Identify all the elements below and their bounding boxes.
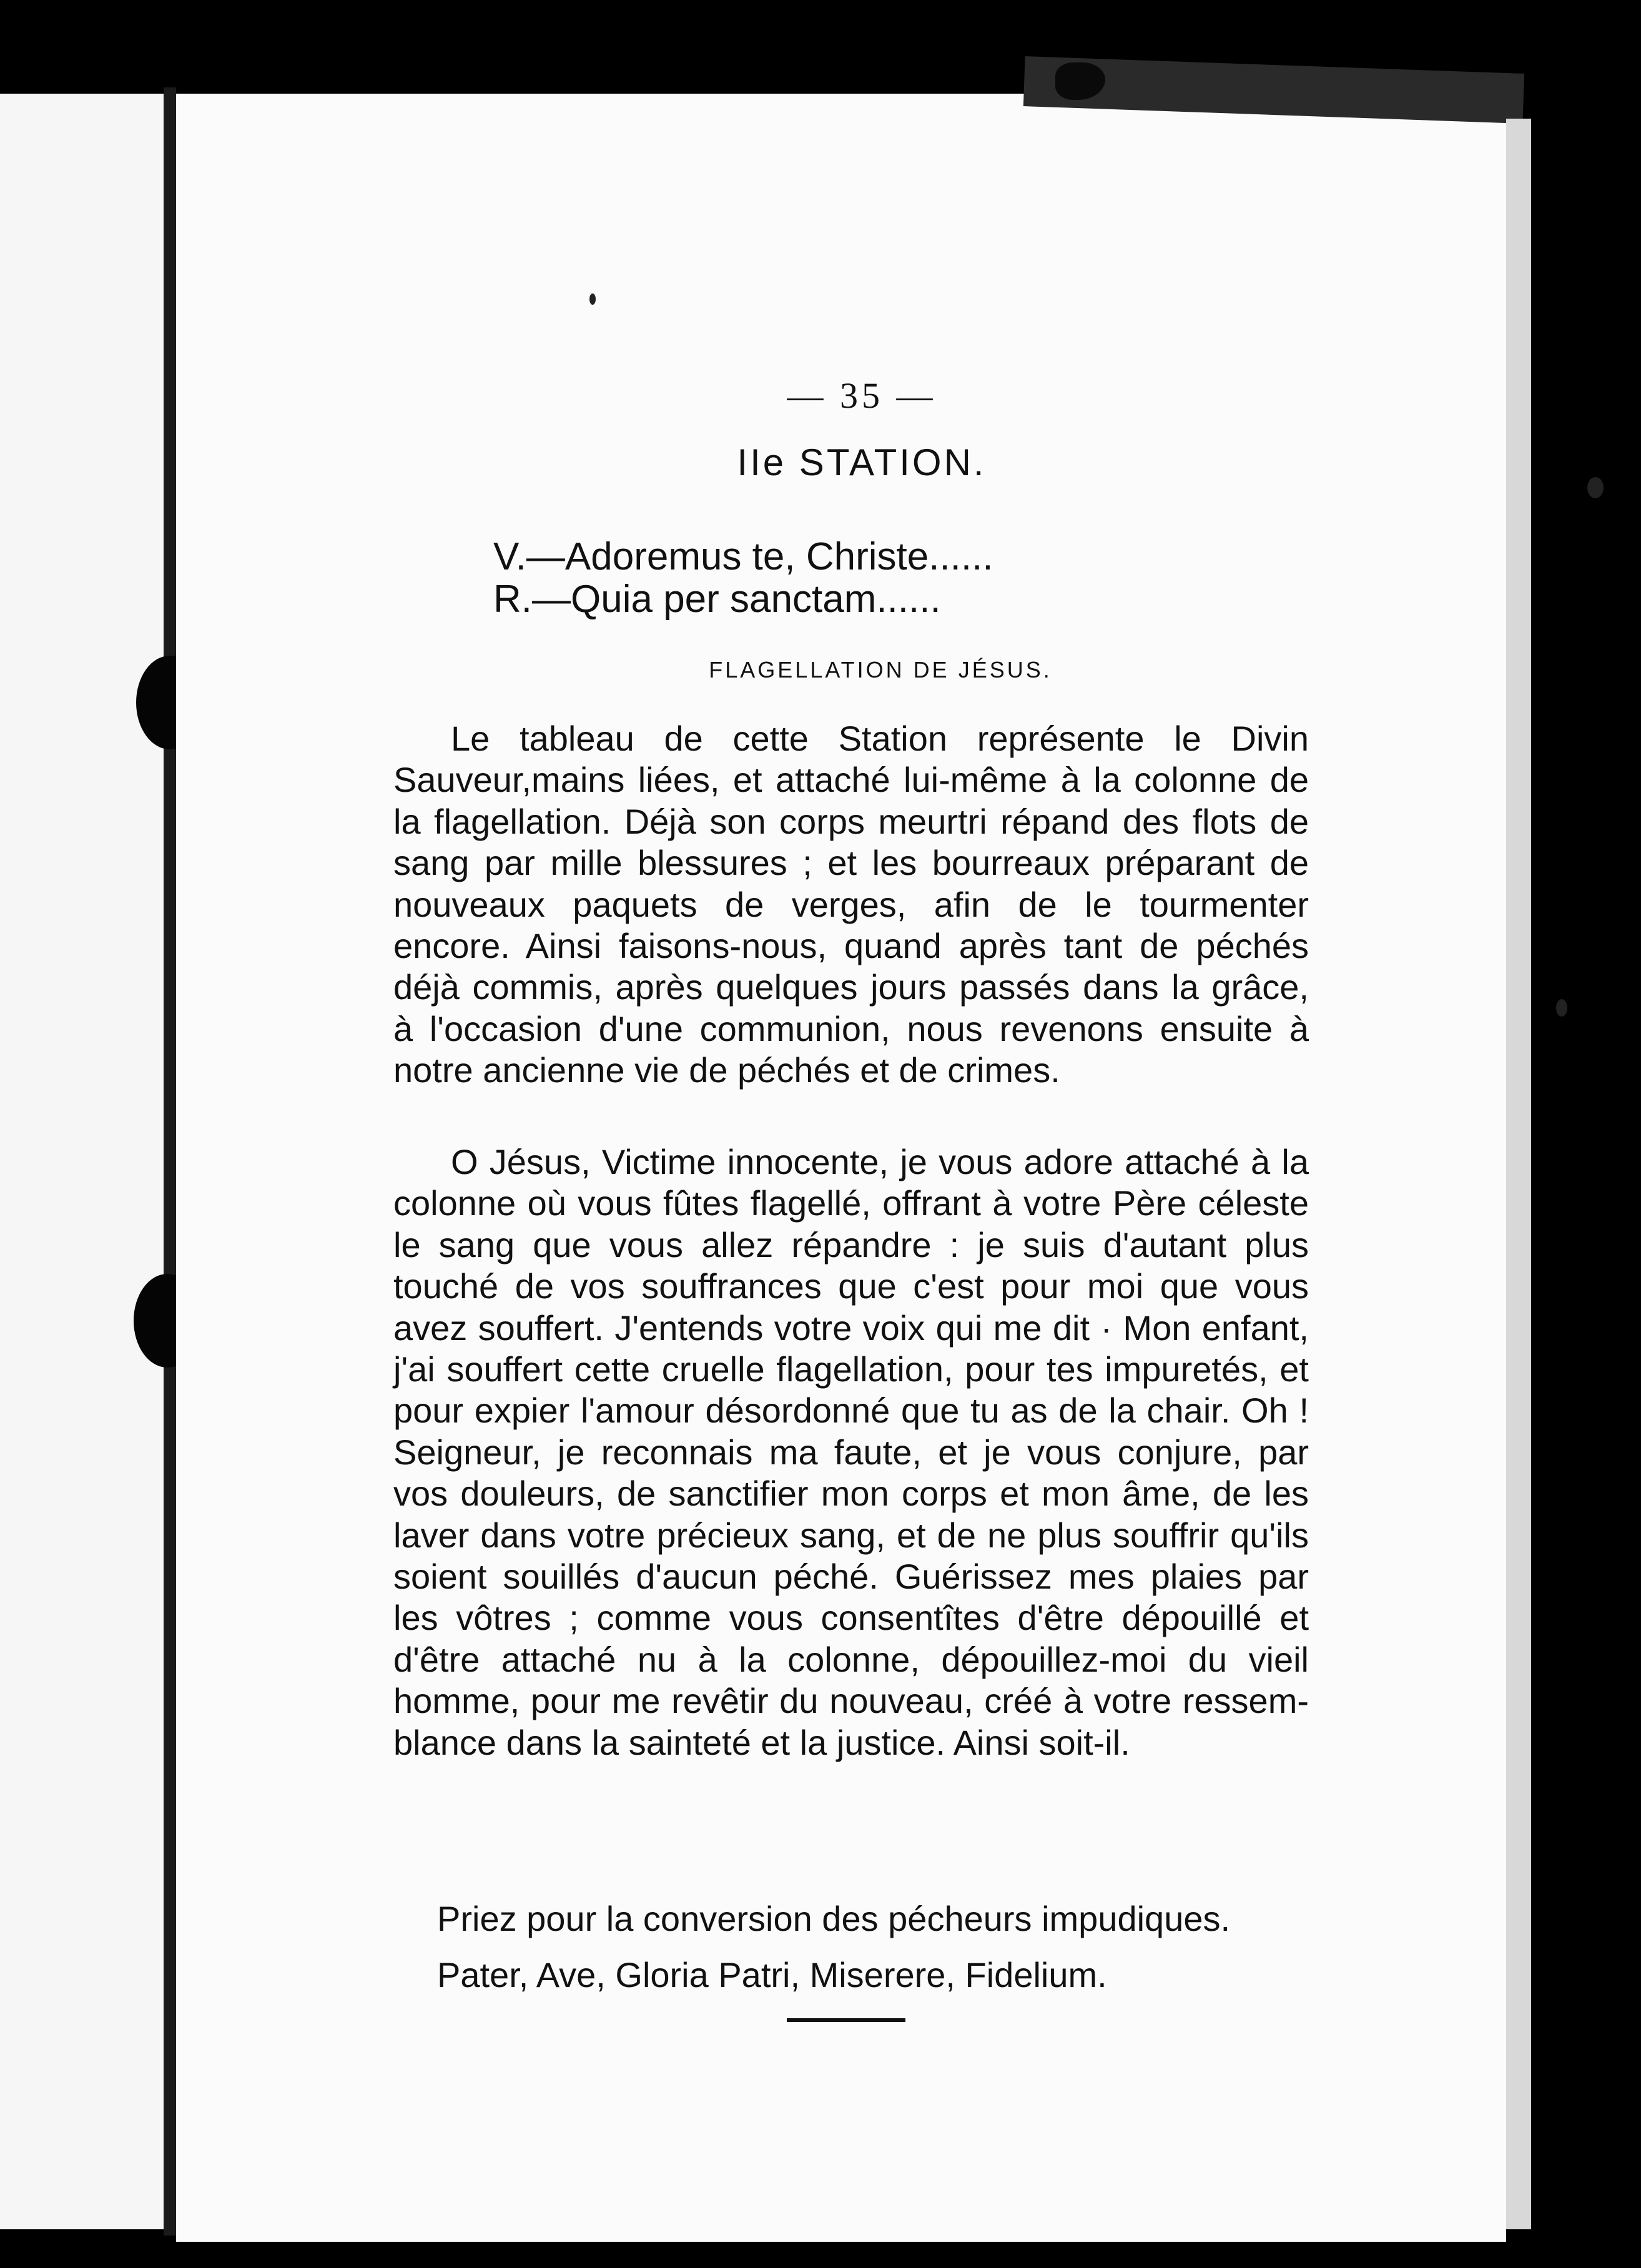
prayer-instruction: Priez pour la conversion des pécheurs impudiques. (437, 1899, 1231, 1938)
ink-speck (1587, 477, 1604, 498)
page-right-edge (1506, 119, 1531, 2229)
ink-speck (1556, 999, 1567, 1017)
page-number: — 35 — (787, 375, 937, 416)
response-line: R.—Quia per sanctam...... (493, 578, 941, 621)
prayer-list: Pater, Ave, Gloria Patri, Miserere, Fidelium. (437, 1955, 1107, 1994)
ink-speck (589, 293, 596, 305)
facing-page (0, 94, 164, 2229)
book-spine (164, 87, 176, 2236)
section-heading: FLAGELLATION DE JÉSUS. (709, 657, 1052, 683)
station-title: IIe STATION. (737, 441, 987, 483)
end-rule (787, 2018, 905, 2022)
body-paragraph: Le tableau de cette Station représente le Divin Sauveur,mains liées, et attaché lui-même à la colonne de la flagellation. Déjà son corps meurtri répand des flots de sang par mille blessures ; et les bourreaux préparant de nouveaux paquets de verges, afin de le tourmenter encore. Ainsi faisons-nous, quand après tant de péchés déjà commis, après quelques jours passés dans la grâce, à l'occasion d'une communion, nous revenons ensuite à notre ancienne vie de péchés et de crimes. (393, 719, 1309, 1090)
body-paragraph: O Jésus, Victime innocente, je vous adore attaché à la colonne où vous fûtes flagellé, offrant à votre Père céleste le sang que vous allez répandre : je suis d'autant plus touché de vos souffrances que c'est pour moi que vous avez souffert. J'entends votre voix qui me dit · Mon enfant, j'ai souffert cette cruelle flagellation, pour tes impuretés, et pour expier l'amour désordonné que tu as de la chair. Oh ! Seigneur, je reconnais ma faute, et je vous conjure, par vos douleurs, de sanctifier mon corps et mon âme, de les laver dans votre précieux sang, et de ne plus souffrir qu'ils soient souillés d'aucun péché. Guérissez mes plaies par les vôtres ; comme vous consentîtes d'être dépouillé et d'être attaché nu à la colonne, dépouillez-moi du vieil homme, pour me revêtir du nouveau, créé à votre ressemblance dans la sainteté et la justice. Ainsi soit-il. (393, 1142, 1309, 1762)
versicle-line: V.—Adoremus te, Christe...... (493, 535, 993, 578)
